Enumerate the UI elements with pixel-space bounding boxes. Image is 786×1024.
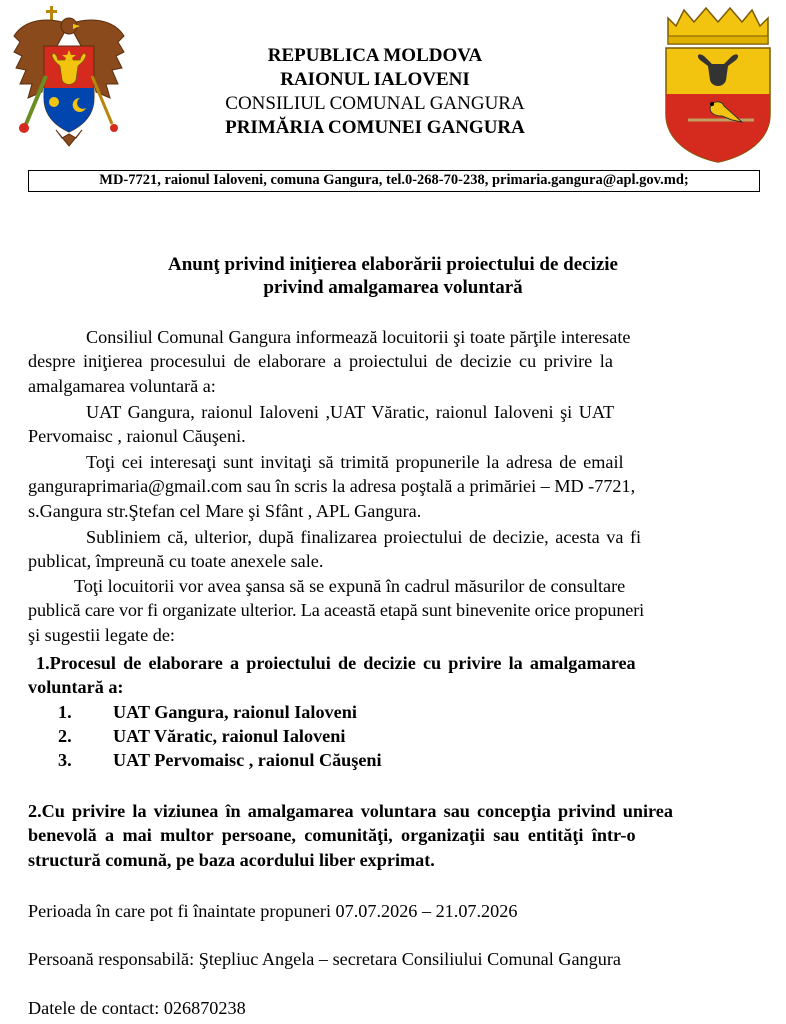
text-line: benevolă a mai multor persoane, comunităţi, organizaţii sau entităţi într-o (28, 825, 636, 846)
submission-period: Perioada în care pot fi înaintate propuneri 07.07.2026 – 21.07.2026 (28, 901, 518, 921)
header-country: REPUBLICA MOLDOVA (267, 45, 483, 66)
list-item: UAT Văratic, raionul Ialoveni (113, 726, 346, 746)
text-line: Subliniem că, ulterior, după finalizarea proiectului de decizie, acesta va fi (86, 527, 642, 547)
text-line: structură comună, pe baza acordului liber exprimat. (28, 849, 435, 870)
title-line-1: Anunţ privind iniţierea elaborării proiectului de decizie (167, 254, 618, 275)
paragraph-publication (28, 525, 778, 574)
announcement-title (0, 253, 786, 299)
paragraph-units (28, 400, 778, 449)
contact-text: MD-7721, raionul Ialoveni, comuna Gangura, tel.0-268-70-238, primaria.gangura@apl.gov.md; (99, 172, 689, 188)
text-line: despre iniţierea procesului de elaborare a proiectului de decizie cu privire la (28, 351, 613, 372)
list-item-number: 3. (58, 750, 72, 770)
list-item: UAT Gangura, raionul Ialoveni (113, 702, 357, 722)
email-address-line: ganguraprimaria@gmail.com sau în scris la adresa poştală a primăriei – MD -7721, (28, 476, 636, 497)
responsible-person: Persoană responsabilă: Ştepliuc Angela – secretara Consiliului Comunal Gangura (28, 949, 621, 969)
text-line: publică care vor fi organizate ulterior. La această etapă sunt binevenite orice propuneri (28, 600, 645, 621)
section-1 (28, 651, 778, 700)
paragraph-invitation (28, 450, 778, 523)
moldova-coat-of-arms-icon (6, 6, 132, 160)
text-line: Toţi locuitorii vor avea şansa să se expună în cadrul măsurilor de consultare (74, 576, 626, 596)
section-2-heading: 2.Cu privire la viziunea în amalgamarea voluntara sau concepţia privind unirea (28, 801, 673, 821)
section-1-heading-cont: voluntară a: (28, 677, 124, 698)
text-line: UAT Gangura, raionul Ialoveni ,UAT Văratic, raionul Ialoveni şi UAT (86, 402, 615, 422)
list-item-number: 1. (58, 702, 72, 722)
text-line: publicat, împreună cu toate anexele sale. (28, 551, 324, 572)
paragraph-consultation (28, 574, 778, 647)
title-line-2: privind amalgamarea voluntară (263, 277, 523, 298)
contact-data: Datele de contact: 026870238 (28, 998, 246, 1018)
text-line: s.Gangura str.Ştefan cel Mare şi Sfânt , APL Gangura. (28, 500, 422, 521)
text-line: Consiliul Comunal Gangura informează locuitorii şi toate părţile interesate (86, 327, 631, 347)
header-block (150, 44, 600, 140)
gangura-coat-of-arms-icon (662, 4, 774, 164)
header-mayoralty: PRIMĂRIA COMUNEI GANGURA (225, 117, 525, 138)
section-1-heading: 1.Procesul de elaborare a proiectului de decizie cu privire la amalgamarea (36, 653, 636, 673)
text-line: amalgamarea voluntară a: (28, 375, 216, 396)
text-line: şi sugestii legate de: (28, 624, 175, 645)
text-line: Pervomaisc , raionul Căuşeni. (28, 426, 246, 447)
contact-bar (28, 170, 760, 192)
header-district: RAIONUL IALOVENI (280, 69, 470, 90)
list-item: UAT Pervomaisc , raionul Căuşeni (113, 750, 382, 770)
header-council: CONSILIUL COMUNAL GANGURA (225, 93, 525, 114)
section-2 (28, 799, 778, 872)
list-item-number: 2. (58, 726, 72, 746)
text-line: Toţi cei interesaţi sunt invitaţi să trimită propunerile la adresa de email (86, 452, 624, 472)
paragraph-intro (28, 325, 778, 398)
